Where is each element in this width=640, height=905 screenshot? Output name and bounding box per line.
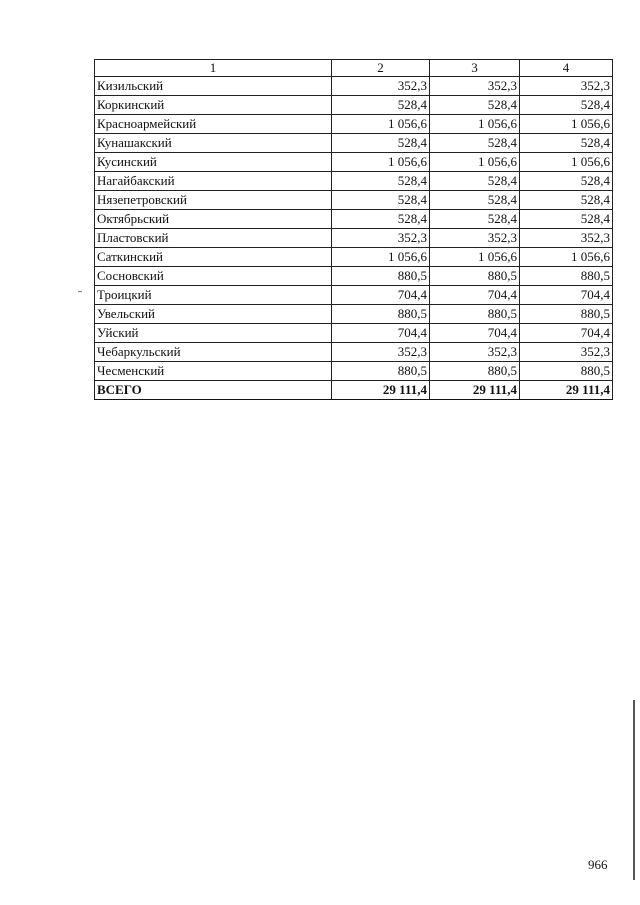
value-col-2: 528,4 xyxy=(332,210,430,229)
value-col-4: 1 056,6 xyxy=(520,153,613,172)
value-col-3: 352,3 xyxy=(430,343,520,362)
value-col-4: 528,4 xyxy=(520,134,613,153)
value-col-3: 704,4 xyxy=(430,286,520,305)
value-col-4: 352,3 xyxy=(520,229,613,248)
value-col-4: 880,5 xyxy=(520,305,613,324)
table-row xyxy=(95,210,613,229)
district-name: Нязепетровский xyxy=(95,191,332,210)
value-col-2: 1 056,6 xyxy=(332,115,430,134)
value-col-4: 880,5 xyxy=(520,267,613,286)
table-row xyxy=(95,172,613,191)
total-value-2: 29 111,4 xyxy=(332,381,430,400)
value-col-3: 352,3 xyxy=(430,77,520,96)
value-col-2: 528,4 xyxy=(332,191,430,210)
value-col-2: 528,4 xyxy=(332,172,430,191)
allocation-table xyxy=(94,59,613,400)
value-col-4: 528,4 xyxy=(520,172,613,191)
district-name: Кизильский xyxy=(95,77,332,96)
value-col-3: 528,4 xyxy=(430,96,520,115)
value-col-2: 1 056,6 xyxy=(332,248,430,267)
value-col-2: 352,3 xyxy=(332,343,430,362)
table-row xyxy=(95,343,613,362)
total-row xyxy=(95,381,613,400)
table-row xyxy=(95,286,613,305)
table-row xyxy=(95,248,613,267)
value-col-3: 880,5 xyxy=(430,305,520,324)
table-row xyxy=(95,191,613,210)
table-row xyxy=(95,305,613,324)
value-col-4: 1 056,6 xyxy=(520,115,613,134)
district-name: Троицкий xyxy=(95,286,332,305)
district-name: Кусинский xyxy=(95,153,332,172)
value-col-2: 528,4 xyxy=(332,96,430,115)
page-number: 966 xyxy=(588,857,608,872)
value-col-4: 528,4 xyxy=(520,96,613,115)
value-col-3: 1 056,6 xyxy=(430,248,520,267)
table-row xyxy=(95,96,613,115)
value-col-3: 352,3 xyxy=(430,229,520,248)
header-row xyxy=(95,60,613,77)
value-col-3: 528,4 xyxy=(430,172,520,191)
value-col-3: 528,4 xyxy=(430,191,520,210)
value-col-3: 880,5 xyxy=(430,362,520,381)
district-name: Сосновский xyxy=(95,267,332,286)
district-name: Саткинский xyxy=(95,248,332,267)
district-name: Увельский xyxy=(95,305,332,324)
value-col-4: 352,3 xyxy=(520,343,613,362)
column-header-1: 1 xyxy=(95,60,332,77)
value-col-4: 1 056,6 xyxy=(520,248,613,267)
table-row xyxy=(95,229,613,248)
district-name: Чебаркульский xyxy=(95,343,332,362)
total-label: ВСЕГО xyxy=(95,381,332,400)
district-name: Кунашакский xyxy=(95,134,332,153)
value-col-2: 704,4 xyxy=(332,324,430,343)
total-value-3: 29 111,4 xyxy=(430,381,520,400)
value-col-2: 880,5 xyxy=(332,362,430,381)
district-name: Пластовский xyxy=(95,229,332,248)
scan-artifact-dot xyxy=(78,291,82,292)
value-col-4: 880,5 xyxy=(520,362,613,381)
value-col-3: 528,4 xyxy=(430,134,520,153)
value-col-2: 528,4 xyxy=(332,134,430,153)
value-col-2: 352,3 xyxy=(332,77,430,96)
table-row xyxy=(95,267,613,286)
column-header-2: 2 xyxy=(332,60,430,77)
table-row xyxy=(95,362,613,381)
table-row xyxy=(95,324,613,343)
value-col-2: 704,4 xyxy=(332,286,430,305)
district-name: Октябрьский xyxy=(95,210,332,229)
column-header-4: 4 xyxy=(520,60,613,77)
district-name: Коркинский xyxy=(95,96,332,115)
district-name: Нагайбакский xyxy=(95,172,332,191)
table-row xyxy=(95,115,613,134)
column-header-3: 3 xyxy=(430,60,520,77)
value-col-2: 352,3 xyxy=(332,229,430,248)
value-col-2: 880,5 xyxy=(332,267,430,286)
value-col-3: 880,5 xyxy=(430,267,520,286)
table-row xyxy=(95,134,613,153)
total-value-4: 29 111,4 xyxy=(520,381,613,400)
district-name: Чесменский xyxy=(95,362,332,381)
table-row xyxy=(95,153,613,172)
value-col-3: 1 056,6 xyxy=(430,115,520,134)
value-col-2: 1 056,6 xyxy=(332,153,430,172)
value-col-2: 880,5 xyxy=(332,305,430,324)
district-name: Уйский xyxy=(95,324,332,343)
value-col-4: 704,4 xyxy=(520,286,613,305)
value-col-4: 528,4 xyxy=(520,210,613,229)
value-col-4: 704,4 xyxy=(520,324,613,343)
value-col-4: 528,4 xyxy=(520,191,613,210)
scan-edge-line xyxy=(633,700,635,880)
value-col-3: 704,4 xyxy=(430,324,520,343)
district-name: Красноармейский xyxy=(95,115,332,134)
value-col-4: 352,3 xyxy=(520,77,613,96)
table-row xyxy=(95,77,613,96)
value-col-3: 1 056,6 xyxy=(430,153,520,172)
value-col-3: 528,4 xyxy=(430,210,520,229)
table-body xyxy=(95,77,613,381)
